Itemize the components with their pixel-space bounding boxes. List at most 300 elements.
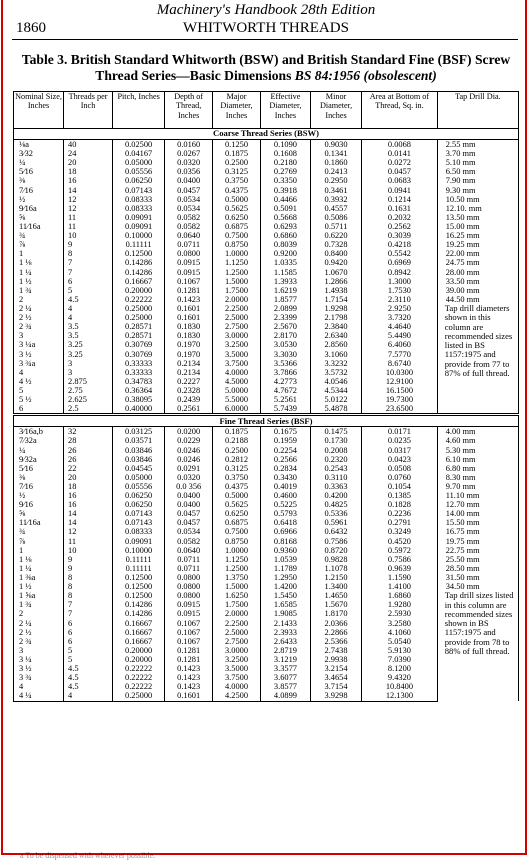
cell-threads-per-inch: 2.75 bbox=[64, 386, 113, 395]
cell-pitch: 0.22222 bbox=[112, 295, 164, 304]
cell-effective-diameter: 1.3933 bbox=[260, 277, 310, 286]
cell-effective-diameter: 0.3350 bbox=[260, 176, 310, 185]
cell-area: 0.1214 bbox=[362, 195, 438, 204]
cell-threads-per-inch: 11 bbox=[64, 213, 113, 222]
table-caption bbox=[10, 52, 522, 84]
cell-effective-diameter: 3.1219 bbox=[260, 655, 310, 664]
cell-minor-diameter: 0.5336 bbox=[310, 509, 361, 518]
cell-depth: 0.1281 bbox=[165, 655, 213, 664]
cell-major-diameter: 3.5000 bbox=[213, 350, 261, 359]
cell-area: 0.1054 bbox=[362, 482, 438, 491]
cell-threads-per-inch: 2.5 bbox=[64, 404, 113, 415]
cell-effective-diameter: 0.4019 bbox=[260, 482, 310, 491]
cell-effective-diameter: 4.0899 bbox=[260, 691, 310, 701]
cell-area: 0.2032 bbox=[362, 213, 438, 222]
cell-depth: 0.1601 bbox=[165, 313, 213, 322]
cell-pitch: 0.04545 bbox=[112, 464, 164, 473]
cell-minor-diameter: 0.1341 bbox=[310, 149, 361, 158]
cell-nominal-size: 1 bbox=[14, 249, 64, 258]
cell-area: 0.0068 bbox=[362, 140, 438, 150]
cell-area: 19.7300 bbox=[362, 395, 438, 404]
cell-major-diameter: 0.8750 bbox=[213, 240, 261, 249]
cell-threads-per-inch: 8 bbox=[64, 582, 113, 591]
cell-area: 0.0235 bbox=[362, 436, 438, 445]
table-row bbox=[14, 277, 519, 286]
cell-minor-diameter: 0.7328 bbox=[310, 240, 361, 249]
cell-major-diameter: 3.0000 bbox=[213, 331, 261, 340]
cell-depth: 0.0800 bbox=[165, 591, 213, 600]
header-minor-diameter: Minor Diameter, Inches bbox=[310, 92, 361, 129]
cell-pitch: 0.12500 bbox=[112, 591, 164, 600]
cell-depth: 0.1423 bbox=[165, 295, 213, 304]
table-row bbox=[14, 491, 519, 500]
cell-nominal-size: 5 bbox=[14, 386, 64, 395]
cell-major-diameter: 1.7500 bbox=[213, 286, 261, 295]
cell-nominal-size: ½ bbox=[14, 491, 64, 500]
header-rule bbox=[12, 39, 518, 40]
cell-minor-diameter: 3.5732 bbox=[310, 368, 361, 377]
cell-effective-diameter: 0.6418 bbox=[260, 518, 310, 527]
cell-minor-diameter: 5.4878 bbox=[310, 404, 361, 415]
cell-area: 3.2580 bbox=[362, 619, 438, 628]
cell-nominal-size: 3 ¼a bbox=[14, 340, 64, 349]
cell-major-diameter: 4.0000 bbox=[213, 368, 261, 377]
cell-threads-per-inch: 26 bbox=[64, 446, 113, 455]
cell-minor-diameter: 2.7438 bbox=[310, 646, 361, 655]
cell-nominal-size: 5⁄16 bbox=[14, 464, 64, 473]
cell-depth: 0.1601 bbox=[165, 304, 213, 313]
cell-threads-per-inch: 14 bbox=[64, 518, 113, 527]
cell-tap-drill: 24.75 mm bbox=[437, 258, 518, 267]
cell-effective-diameter: 4.2773 bbox=[260, 377, 310, 386]
cell-depth: 0.0457 bbox=[165, 518, 213, 527]
cell-depth: 0.0711 bbox=[165, 564, 213, 573]
cell-minor-diameter: 1.1078 bbox=[310, 564, 361, 573]
cell-depth: 0.1281 bbox=[165, 286, 213, 295]
cell-tap-drill: 4.60 mm bbox=[437, 436, 518, 445]
cell-depth: 0.0800 bbox=[165, 582, 213, 591]
cell-pitch: 0.22222 bbox=[112, 664, 164, 673]
cell-tap-drill: 25.50 mm bbox=[437, 555, 518, 564]
table-row bbox=[14, 167, 519, 176]
cell-major-diameter: 0.3125 bbox=[213, 167, 261, 176]
cell-nominal-size: 1 ¼ bbox=[14, 268, 64, 277]
cell-minor-diameter: 2.1798 bbox=[310, 313, 361, 322]
cell-area: 0.9639 bbox=[362, 564, 438, 573]
cell-threads-per-inch: 9 bbox=[64, 564, 113, 573]
cell-pitch: 0.20000 bbox=[112, 286, 164, 295]
cell-depth: 0.0800 bbox=[165, 249, 213, 258]
cell-threads-per-inch: 3 bbox=[64, 359, 113, 368]
cell-nominal-size: 2 ¼ bbox=[14, 304, 64, 313]
cell-nominal-size: 6 bbox=[14, 404, 64, 415]
cell-effective-diameter: 0.5225 bbox=[260, 500, 310, 509]
cell-tap-drill: 16.75 mm bbox=[437, 527, 518, 536]
cell-pitch: 0.02500 bbox=[112, 140, 164, 150]
table-row bbox=[14, 268, 519, 277]
cell-threads-per-inch: 3.25 bbox=[64, 350, 113, 359]
cell-area: 16.1500 bbox=[362, 386, 438, 395]
cell-area: 0.6969 bbox=[362, 258, 438, 267]
cell-minor-diameter: 3.7154 bbox=[310, 682, 361, 691]
cell-minor-diameter: 5.0122 bbox=[310, 395, 361, 404]
cell-area: 1.1590 bbox=[362, 573, 438, 582]
cell-pitch: 0.03571 bbox=[112, 436, 164, 445]
cell-major-diameter: 0.4375 bbox=[213, 482, 261, 491]
cell-minor-diameter: 2.9938 bbox=[310, 655, 361, 664]
cell-nominal-size: ¾ bbox=[14, 527, 64, 536]
cell-pitch: 0.11111 bbox=[112, 564, 164, 573]
cell-major-diameter: 2.7500 bbox=[213, 322, 261, 331]
cell-threads-per-inch: 10 bbox=[64, 231, 113, 240]
cell-pitch: 0.16667 bbox=[112, 277, 164, 286]
cell-pitch: 0.22222 bbox=[112, 682, 164, 691]
cell-threads-per-inch: 5 bbox=[64, 286, 113, 295]
cell-effective-diameter: 5.7439 bbox=[260, 404, 310, 415]
cell-area: 0.7586 bbox=[362, 555, 438, 564]
cell-minor-diameter: 1.4650 bbox=[310, 591, 361, 600]
cell-threads-per-inch: 40 bbox=[64, 140, 113, 150]
cell-tap-drill: 6.50 mm bbox=[437, 167, 518, 176]
cell-depth: 0.2439 bbox=[165, 395, 213, 404]
table-row bbox=[14, 158, 519, 167]
cell-effective-diameter: 0.8168 bbox=[260, 537, 310, 546]
cell-tap-drill: 28.00 mm bbox=[437, 268, 518, 277]
cell-nominal-size: 1 ⅛ bbox=[14, 258, 64, 267]
cell-depth: 0.0457 bbox=[165, 509, 213, 518]
cell-minor-diameter: 0.2320 bbox=[310, 455, 361, 464]
cell-area: 12.9100 bbox=[362, 377, 438, 386]
cell-threads-per-inch: 4.5 bbox=[64, 295, 113, 304]
table-row bbox=[14, 186, 519, 195]
table-row bbox=[14, 304, 519, 313]
cell-depth: 0.2328 bbox=[165, 386, 213, 395]
cell-threads-per-inch: 4.5 bbox=[64, 682, 113, 691]
cell-minor-diameter: 1.2866 bbox=[310, 277, 361, 286]
table-row bbox=[14, 573, 519, 582]
cell-major-diameter: 3.2500 bbox=[213, 340, 261, 349]
cell-major-diameter: 0.5000 bbox=[213, 195, 261, 204]
cell-minor-diameter: 1.3400 bbox=[310, 582, 361, 591]
cell-depth: 0.0400 bbox=[165, 491, 213, 500]
section-header-row bbox=[14, 129, 519, 140]
cell-major-diameter: 0.6875 bbox=[213, 222, 261, 231]
header-pitch: Pitch, Inches bbox=[112, 92, 164, 129]
cell-major-diameter: 2.2500 bbox=[213, 304, 261, 313]
cell-pitch: 0.05000 bbox=[112, 473, 164, 482]
cell-nominal-size: 2 ¼ bbox=[14, 619, 64, 628]
cell-nominal-size: 1 ⅛ bbox=[14, 555, 64, 564]
cell-tap-drill: 5.10 mm bbox=[437, 158, 518, 167]
table-row bbox=[14, 231, 519, 240]
cell-effective-diameter: 0.2254 bbox=[260, 446, 310, 455]
cell-tap-drill: 12.70 mm bbox=[437, 500, 518, 509]
cell-major-diameter: 0.2188 bbox=[213, 436, 261, 445]
cell-nominal-size: 3 ¼ bbox=[14, 655, 64, 664]
cell-effective-diameter: 2.5670 bbox=[260, 322, 310, 331]
cell-nominal-size: 2 ¾ bbox=[14, 322, 64, 331]
cell-minor-diameter: 0.2413 bbox=[310, 167, 361, 176]
cell-effective-diameter: 0.5091 bbox=[260, 204, 310, 213]
cell-area: 6.4060 bbox=[362, 340, 438, 349]
cell-major-diameter: 0.5625 bbox=[213, 500, 261, 509]
cell-tap-drill: 22.75 mm bbox=[437, 546, 518, 555]
table-row bbox=[14, 509, 519, 518]
cell-nominal-size: ½ bbox=[14, 195, 64, 204]
cell-minor-diameter: 1.2150 bbox=[310, 573, 361, 582]
cell-pitch: 0.04167 bbox=[112, 149, 164, 158]
cell-threads-per-inch: 16 bbox=[64, 491, 113, 500]
cell-depth: 0.1423 bbox=[165, 664, 213, 673]
caption-standard: BS 84:1956 (obsolescent) bbox=[294, 68, 437, 83]
cell-pitch: 0.09091 bbox=[112, 537, 164, 546]
cell-depth: 0.0291 bbox=[165, 464, 213, 473]
cell-major-diameter: 4.5000 bbox=[213, 377, 261, 386]
cell-major-diameter: 1.2500 bbox=[213, 268, 261, 277]
cell-area: 0.0141 bbox=[362, 149, 438, 158]
cell-depth: 0.0915 bbox=[165, 268, 213, 277]
table-row bbox=[14, 527, 519, 536]
cell-pitch: 0.22222 bbox=[112, 673, 164, 682]
cell-minor-diameter: 2.2866 bbox=[310, 628, 361, 637]
cell-major-diameter: 5.5000 bbox=[213, 395, 261, 404]
cell-threads-per-inch: 3 bbox=[64, 368, 113, 377]
cell-nominal-size: 4 ½ bbox=[14, 377, 64, 386]
cell-tap-drill: 9.70 mm bbox=[437, 482, 518, 491]
cell-pitch: 0.28571 bbox=[112, 331, 164, 340]
cell-pitch: 0.06250 bbox=[112, 500, 164, 509]
cell-effective-diameter: 1.0539 bbox=[260, 555, 310, 564]
table-row bbox=[14, 564, 519, 573]
cell-depth: 0.0267 bbox=[165, 149, 213, 158]
cell-pitch: 0.20000 bbox=[112, 646, 164, 655]
cell-area: 1.9280 bbox=[362, 600, 438, 609]
cell-major-diameter: 1.7500 bbox=[213, 600, 261, 609]
cell-minor-diameter: 3.2154 bbox=[310, 664, 361, 673]
cell-depth: 0.2134 bbox=[165, 359, 213, 368]
section-title: Coarse Thread Series (BSW) bbox=[14, 129, 519, 140]
cell-effective-diameter: 1.6585 bbox=[260, 600, 310, 609]
cell-area: 0.1828 bbox=[362, 500, 438, 509]
cell-effective-diameter: 2.8719 bbox=[260, 646, 310, 655]
cell-minor-diameter: 1.7154 bbox=[310, 295, 361, 304]
cell-area: 0.4218 bbox=[362, 240, 438, 249]
cell-minor-diameter: 0.9030 bbox=[310, 140, 361, 150]
cell-tap-drill: 7.90 mm bbox=[437, 176, 518, 185]
cell-minor-diameter: 0.1860 bbox=[310, 158, 361, 167]
cell-area: 5.0540 bbox=[362, 637, 438, 646]
cell-effective-diameter: 2.3399 bbox=[260, 313, 310, 322]
cell-threads-per-inch: 8 bbox=[64, 249, 113, 258]
cell-pitch: 0.11111 bbox=[112, 240, 164, 249]
cell-depth: 0.1830 bbox=[165, 322, 213, 331]
cell-minor-diameter: 0.6220 bbox=[310, 231, 361, 240]
cell-major-diameter: 4.2500 bbox=[213, 691, 261, 701]
cell-threads-per-inch: 6 bbox=[64, 277, 113, 286]
cell-tap-drill: 33.50 mm bbox=[437, 277, 518, 286]
cell-minor-diameter: 1.8170 bbox=[310, 609, 361, 618]
cell-major-diameter: 3.2500 bbox=[213, 655, 261, 664]
tap-drill-note: Tap drill sizes listed in this column are recommended sizes shown in BS 1157:1975 and provide from 78 to 88% of full thread. bbox=[437, 591, 518, 701]
cell-pitch: 0.14286 bbox=[112, 600, 164, 609]
cell-area: 0.2236 bbox=[362, 509, 438, 518]
cell-minor-diameter: 0.8400 bbox=[310, 249, 361, 258]
cell-nominal-size: 11⁄16a bbox=[14, 222, 64, 231]
cell-area: 4.4640 bbox=[362, 322, 438, 331]
cell-depth: 0.0582 bbox=[165, 213, 213, 222]
cell-nominal-size: 3⁄32 bbox=[14, 149, 64, 158]
cell-tap-drill: 8.30 mm bbox=[437, 473, 518, 482]
cell-area: 2.5930 bbox=[362, 609, 438, 618]
cell-nominal-size: 1 ⅜a bbox=[14, 573, 64, 582]
cell-threads-per-inch: 4 bbox=[64, 313, 113, 322]
cell-depth: 0.1067 bbox=[165, 619, 213, 628]
cell-pitch: 0.03125 bbox=[112, 427, 164, 437]
cell-pitch: 0.09091 bbox=[112, 222, 164, 231]
cell-depth: 0.0534 bbox=[165, 195, 213, 204]
cell-tap-drill: 9.30 mm bbox=[437, 186, 518, 195]
cell-major-diameter: 0.1875 bbox=[213, 149, 261, 158]
cell-effective-diameter: 3.0530 bbox=[260, 340, 310, 349]
cell-major-diameter: 2.2500 bbox=[213, 619, 261, 628]
cell-minor-diameter: 0.2950 bbox=[310, 176, 361, 185]
cell-depth: 0.0200 bbox=[165, 427, 213, 437]
table-row bbox=[14, 436, 519, 445]
cell-major-diameter: 0.2812 bbox=[213, 455, 261, 464]
cell-depth: 0.1067 bbox=[165, 277, 213, 286]
cell-major-diameter: 1.0000 bbox=[213, 249, 261, 258]
cell-tap-drill: 16.25 mm bbox=[437, 231, 518, 240]
cell-depth: 0.0711 bbox=[165, 240, 213, 249]
cell-effective-diameter: 0.9360 bbox=[260, 546, 310, 555]
cell-threads-per-inch: 26 bbox=[64, 455, 113, 464]
cell-depth: 0.0457 bbox=[165, 186, 213, 195]
cell-depth: 0.1601 bbox=[165, 691, 213, 701]
header-effective-diameter: Effective Diameter, Inches bbox=[260, 92, 310, 129]
cell-threads-per-inch: 4.5 bbox=[64, 664, 113, 673]
cell-effective-diameter: 1.1585 bbox=[260, 268, 310, 277]
cell-tap-drill: 6.10 mm bbox=[437, 455, 518, 464]
cell-nominal-size: 5 ½ bbox=[14, 395, 64, 404]
cell-major-diameter: 0.6250 bbox=[213, 213, 261, 222]
cell-area: 0.2791 bbox=[362, 518, 438, 527]
cell-effective-diameter: 0.3918 bbox=[260, 186, 310, 195]
cell-effective-diameter: 0.2769 bbox=[260, 167, 310, 176]
cell-minor-diameter: 0.2008 bbox=[310, 446, 361, 455]
cell-effective-diameter: 3.3030 bbox=[260, 350, 310, 359]
cell-minor-diameter: 2.6340 bbox=[310, 331, 361, 340]
table-row bbox=[14, 240, 519, 249]
cell-nominal-size: 3⁄16a,b bbox=[14, 427, 64, 437]
cell-pitch: 0.06250 bbox=[112, 176, 164, 185]
cell-nominal-size: ⅞ bbox=[14, 240, 64, 249]
cell-pitch: 0.30769 bbox=[112, 350, 164, 359]
cell-threads-per-inch: 16 bbox=[64, 176, 113, 185]
cell-threads-per-inch: 3.25 bbox=[64, 340, 113, 349]
cell-threads-per-inch: 5 bbox=[64, 646, 113, 655]
cell-pitch: 0.06250 bbox=[112, 491, 164, 500]
cell-effective-diameter: 2.0899 bbox=[260, 304, 310, 313]
cell-area: 4.1060 bbox=[362, 628, 438, 637]
cell-major-diameter: 1.5000 bbox=[213, 277, 261, 286]
cell-depth: 0.1970 bbox=[165, 340, 213, 349]
cell-minor-diameter: 0.3110 bbox=[310, 473, 361, 482]
cell-depth: 0.0534 bbox=[165, 204, 213, 213]
cell-depth: 0.0800 bbox=[165, 573, 213, 582]
cell-threads-per-inch: 11 bbox=[64, 222, 113, 231]
cell-pitch: 0.10000 bbox=[112, 546, 164, 555]
cell-nominal-size: 3 bbox=[14, 646, 64, 655]
cell-nominal-size: ⅞ bbox=[14, 537, 64, 546]
cell-effective-diameter: 0.8039 bbox=[260, 240, 310, 249]
cell-effective-diameter: 2.6433 bbox=[260, 637, 310, 646]
cell-area: 1.6860 bbox=[362, 591, 438, 600]
cell-depth: 0.0582 bbox=[165, 222, 213, 231]
cell-threads-per-inch: 6 bbox=[64, 637, 113, 646]
cell-tap-drill: 39.00 mm bbox=[437, 286, 518, 295]
cell-nominal-size: 3 ¾ bbox=[14, 673, 64, 682]
cell-effective-diameter: 0.5668 bbox=[260, 213, 310, 222]
cell-major-diameter: 0.7500 bbox=[213, 231, 261, 240]
cell-minor-diameter: 0.3363 bbox=[310, 482, 361, 491]
cell-major-diameter: 3.0000 bbox=[213, 646, 261, 655]
cell-effective-diameter: 0.3430 bbox=[260, 473, 310, 482]
cell-effective-diameter: 0.2834 bbox=[260, 464, 310, 473]
cell-depth: 0.0915 bbox=[165, 600, 213, 609]
cell-nominal-size: ⅝ bbox=[14, 213, 64, 222]
cell-depth: 0.0582 bbox=[165, 537, 213, 546]
cell-threads-per-inch: 24 bbox=[64, 149, 113, 158]
cell-pitch: 0.30769 bbox=[112, 340, 164, 349]
cell-nominal-size: 9⁄32a bbox=[14, 455, 64, 464]
header-depth-of-thread: Depth of Thread, Inches bbox=[165, 92, 213, 129]
cell-threads-per-inch: 20 bbox=[64, 158, 113, 167]
cell-effective-diameter: 3.6077 bbox=[260, 673, 310, 682]
cell-nominal-size: ¼ bbox=[14, 158, 64, 167]
table-row bbox=[14, 295, 519, 304]
cell-nominal-size: 3 ½ bbox=[14, 664, 64, 673]
cell-tap-drill: 2.55 mm bbox=[437, 140, 518, 150]
cell-tap-drill: 34.50 mm bbox=[437, 582, 518, 591]
section-header-row bbox=[14, 415, 519, 427]
cell-effective-diameter: 1.9085 bbox=[260, 609, 310, 618]
cell-threads-per-inch: 4.5 bbox=[64, 673, 113, 682]
cell-effective-diameter: 1.0335 bbox=[260, 258, 310, 267]
cell-nominal-size: 3 ½ bbox=[14, 350, 64, 359]
cell-threads-per-inch: 10 bbox=[64, 546, 113, 555]
table-row bbox=[14, 591, 519, 600]
cell-minor-diameter: 4.0546 bbox=[310, 377, 361, 386]
cell-pitch: 0.12500 bbox=[112, 249, 164, 258]
cell-pitch: 0.36364 bbox=[112, 386, 164, 395]
cell-minor-diameter: 0.4200 bbox=[310, 491, 361, 500]
cell-minor-diameter: 0.6432 bbox=[310, 527, 361, 536]
cell-area: 9.4320 bbox=[362, 673, 438, 682]
cell-area: 0.3249 bbox=[362, 527, 438, 536]
table-row bbox=[14, 582, 519, 591]
cell-area: 0.0941 bbox=[362, 186, 438, 195]
cell-pitch: 0.16667 bbox=[112, 619, 164, 628]
table-row bbox=[14, 473, 519, 482]
cell-minor-diameter: 0.5711 bbox=[310, 222, 361, 231]
cell-effective-diameter: 2.8170 bbox=[260, 331, 310, 340]
header-nominal-size: Nominal Size, Inches bbox=[14, 92, 64, 129]
cell-threads-per-inch: 8 bbox=[64, 591, 113, 600]
cell-area: 10.0300 bbox=[362, 368, 438, 377]
table-row bbox=[14, 455, 519, 464]
cell-tap-drill: 13.50 mm bbox=[437, 213, 518, 222]
cell-nominal-size: 5⁄16 bbox=[14, 167, 64, 176]
